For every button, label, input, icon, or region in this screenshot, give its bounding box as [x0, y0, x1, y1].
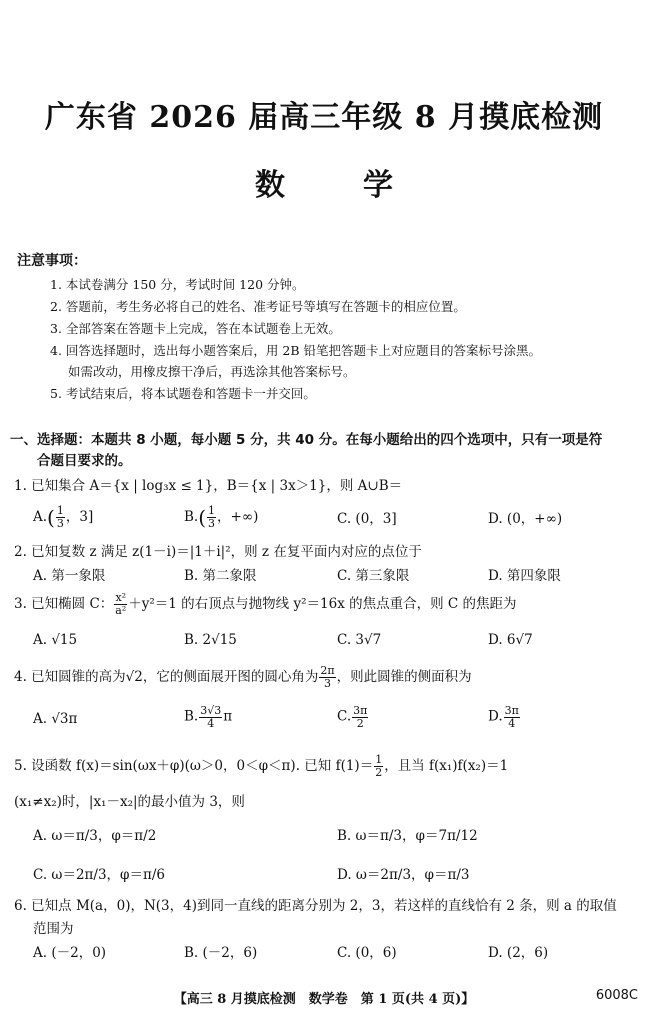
section-heading-cont: 合题目要求的。	[37, 453, 132, 469]
subject-title: 数 学	[255, 168, 417, 203]
question-1-option-a: A.( $\frac{1}{3}$ ，3]	[33, 504, 94, 530]
question-4-option-b: B. $\frac{3√3}{4}$ π	[184, 704, 233, 730]
question-3-option-c: C. 3√7	[337, 632, 382, 648]
question-2-option-b: B. 第二象限	[184, 568, 257, 584]
question-3-stem: 3. 已知椭圆 C： $\frac{\text{x²}}{\text{a²}}$ ＋y²＝1 的右顶点与抛物线 y²＝16x 的焦点重合，则 C 的焦距为	[14, 591, 517, 617]
question-6-option-d: D. (2，6)	[488, 945, 549, 961]
paper-code: 6008C	[595, 988, 638, 1003]
note-item: 1. 本试卷满分 150 分，考试时间 120 分钟。	[50, 277, 305, 292]
question-4-option-c: C. $\frac{3\pi}{2}$	[337, 704, 368, 730]
question-6-option-b: B. (－2，6)	[184, 945, 258, 961]
question-5-option-c: C. ω＝2π/3，φ＝π/6	[33, 867, 166, 883]
question-4-option-a: A. √3π	[33, 711, 78, 727]
question-1-option-c: C. (0，3]	[337, 511, 397, 527]
question-5-option-d: D. ω＝2π/3，φ＝π/3	[337, 867, 470, 883]
question-2-stem: 2. 已知复数 z 满足 z(1－i)＝|1＋i|²，则 z 在复平面内对应的点位于	[14, 544, 422, 560]
note-item: 如需改动，用橡皮擦干净后，再选涂其他答案标号。	[68, 364, 356, 379]
question-3-option-b: B. 2√15	[184, 632, 237, 648]
question-3-option-a: A. √15	[33, 632, 78, 648]
question-5-option-b: B. ω＝π/3，φ＝7π/12	[337, 828, 478, 844]
notes-heading: 注意事项：	[17, 253, 87, 269]
question-5-option-a: A. ω＝π/3，φ＝π/2	[33, 828, 157, 844]
question-6-stem-cont: 范围为	[33, 921, 74, 937]
question-5-stem: 5. 设函数 f(x)＝sin(ωx＋φ)(ω＞0，0＜φ＜π). 已知 f(1)＝ $\frac{1}{2}$ ，且当 f(x₁)f(x₂)＝1	[14, 753, 509, 779]
note-item: 5. 考试结束后，将本试题卷和答题卡一并交回。	[50, 386, 316, 401]
question-6-stem: 6. 已知点 M(a，0)，N(3，4)到同一直线的距离分别为 2，3，若这样的直线恰有 2 条，则 a 的取值	[14, 898, 617, 914]
note-item: 4. 回答选择题时，选出每小题答案后，用 2B 铅笔把答题卡上对应题目的答案标号涂黑。	[50, 343, 541, 358]
question-4-option-d: D. $\frac{3\pi}{4}$	[488, 704, 519, 730]
exam-title: 广东省 2026 届高三年级 8 月摸底检测	[44, 100, 604, 135]
question-2-option-c: C. 第三象限	[337, 568, 410, 584]
question-5-stem-cont: (x₁≠x₂)时，|x₁－x₂|的最小值为 3，则	[14, 794, 245, 810]
question-1-stem: 1. 已知集合 A＝{x | log₃x ≤ 1}，B＝{x | 3x＞1}，则 A∪B＝	[14, 478, 403, 494]
page-footer: 【高三 8 月摸底检测 数学卷 第 1 页(共 4 页)】	[173, 992, 475, 1007]
note-item: 2. 答题前，考生务必将自己的姓名、准考证号等填写在答题卡的相应位置。	[50, 299, 466, 314]
question-4-stem: 4. 已知圆锥的高为√2，它的侧面展开图的圆心角为 $\frac{2\pi}{3}$ ，则此圆锥的侧面积为	[14, 664, 472, 690]
note-item: 3. 全部答案在答题卡上完成，答在本试题卷上无效。	[50, 321, 341, 336]
section-heading: 一、选择题：本题共 8 小题，每小题 5 分，共 40 分。在每小题给出的四个选项中，只有一项是符	[10, 432, 603, 448]
question-6-option-a: A. (－2，0)	[33, 945, 107, 961]
question-1-option-d: D. (0，+∞)	[488, 511, 563, 527]
question-1-option-b: B.( $\frac{1}{3}$ ，+∞)	[184, 504, 259, 530]
question-6-option-c: C. (0，6)	[337, 945, 397, 961]
question-2-option-a: A. 第一象限	[33, 568, 106, 584]
question-2-option-d: D. 第四象限	[488, 568, 561, 584]
question-3-option-d: D. 6√7	[488, 632, 533, 648]
